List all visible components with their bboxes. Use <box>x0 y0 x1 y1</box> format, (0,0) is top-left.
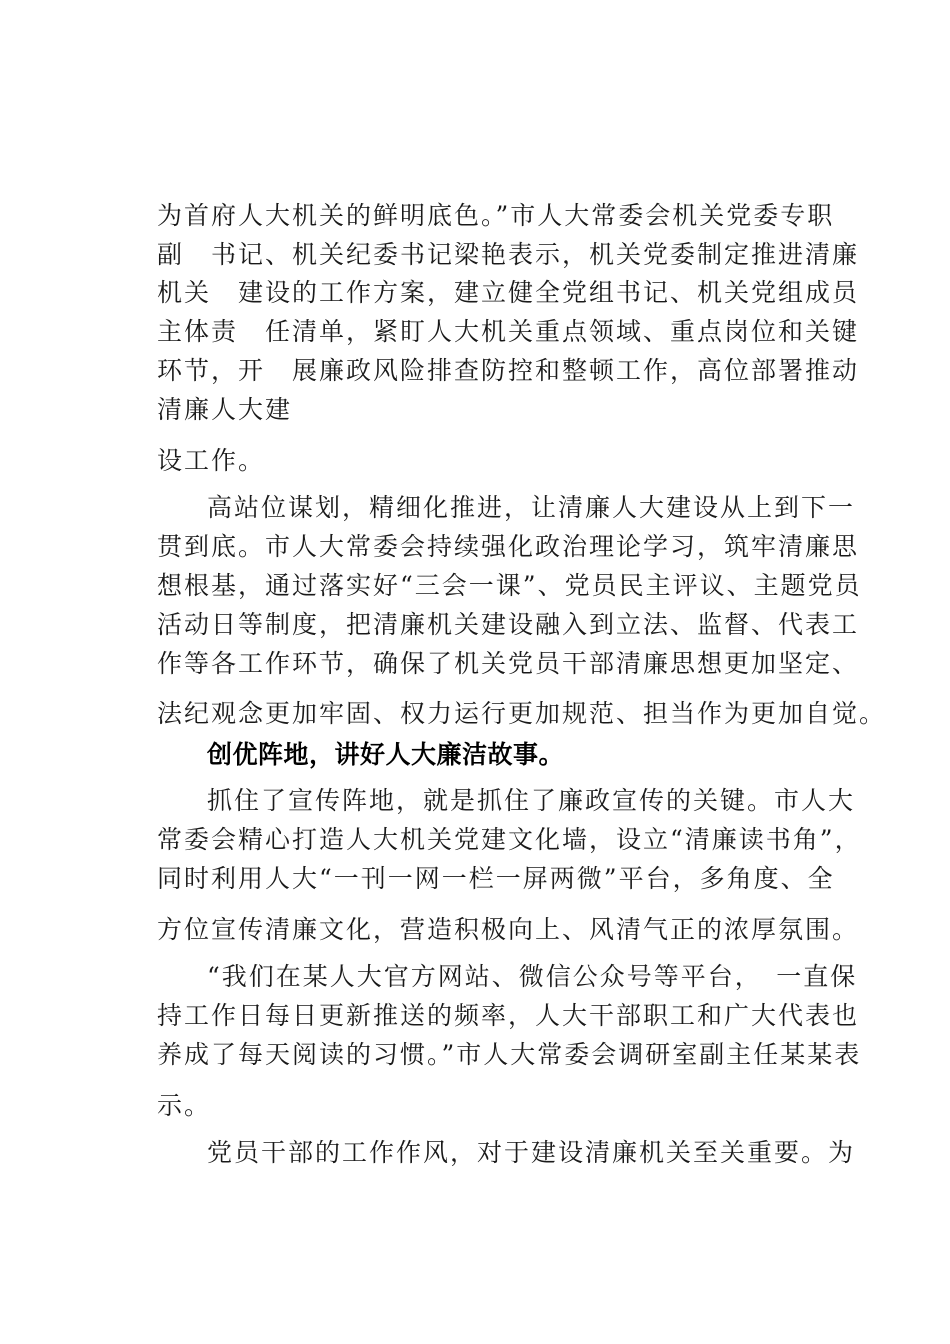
text-line: 持工作日每日更新推送的频率，人大干部职工和广大代表也 <box>157 1001 860 1030</box>
text-line: 清廉人大建 <box>157 395 293 424</box>
text-line: 法纪观念更加牢固、权力运行更加规范、担当作为更加自觉。 <box>157 699 887 728</box>
text-line: 方位宣传清廉文化，营造积极向上、风清气正的浓厚氛围。 <box>157 915 860 944</box>
text-line: 主体责 任清单，紧盯人大机关重点领域、重点岗位和关键 <box>157 317 860 346</box>
text-line: 养成了每天阅读的习惯。”市人大常委会调研室副主任某某表 <box>157 1040 862 1069</box>
paragraph-first-line: 高站位谋划，精细化推进，让清廉人大建设从上到下一 <box>207 493 856 522</box>
text-line: 贯到底。市人大常委会持续强化政治理论学习，筑牢清廉思 <box>157 532 860 561</box>
text-line: 作等各工作环节，确保了机关党员干部清廉思想更加坚定、 <box>157 649 860 678</box>
text-line: 环节，开 展廉政风险排查防控和整顿工作，高位部署推动 <box>157 356 860 385</box>
section-heading: 创优阵地，讲好人大廉洁故事。 <box>207 740 565 769</box>
text-line: 设工作。 <box>157 446 266 475</box>
text-line: 常委会精心打造人大机关党建文化墙，设立“清廉读书角”， <box>157 825 862 854</box>
text-line: 活动日等制度，把清廉机关建设融入到立法、监督、代表工 <box>157 610 860 639</box>
text-line: 同时利用人大“一刊一网一栏一屏两微”平台，多角度、全 <box>157 864 835 893</box>
paragraph-first-line: “我们在某人大官方网站、微信公众号等平台， 一直保 <box>207 962 858 991</box>
paragraph-first-line: 党员干部的工作作风，对于建设清廉机关至关重要。为 <box>207 1138 856 1167</box>
paragraph-first-line: 抓住了宣传阵地，就是抓住了廉政宣传的关键。市人大 <box>207 786 856 815</box>
text-line: 示。 <box>157 1091 212 1120</box>
text-line: 副 书记、机关纪委书记梁艳表示，机关党委制定推进清廉 <box>157 240 860 269</box>
text-line: 机关 建设的工作方案，建立健全党组书记、机关党组成员 <box>157 278 860 307</box>
text-line: 为首府人大机关的鲜明底色。”市人大常委会机关党委专职 <box>157 201 835 230</box>
text-line: 想根基，通过落实好“三会一课”、党员民主评议、主题党员 <box>157 571 862 600</box>
